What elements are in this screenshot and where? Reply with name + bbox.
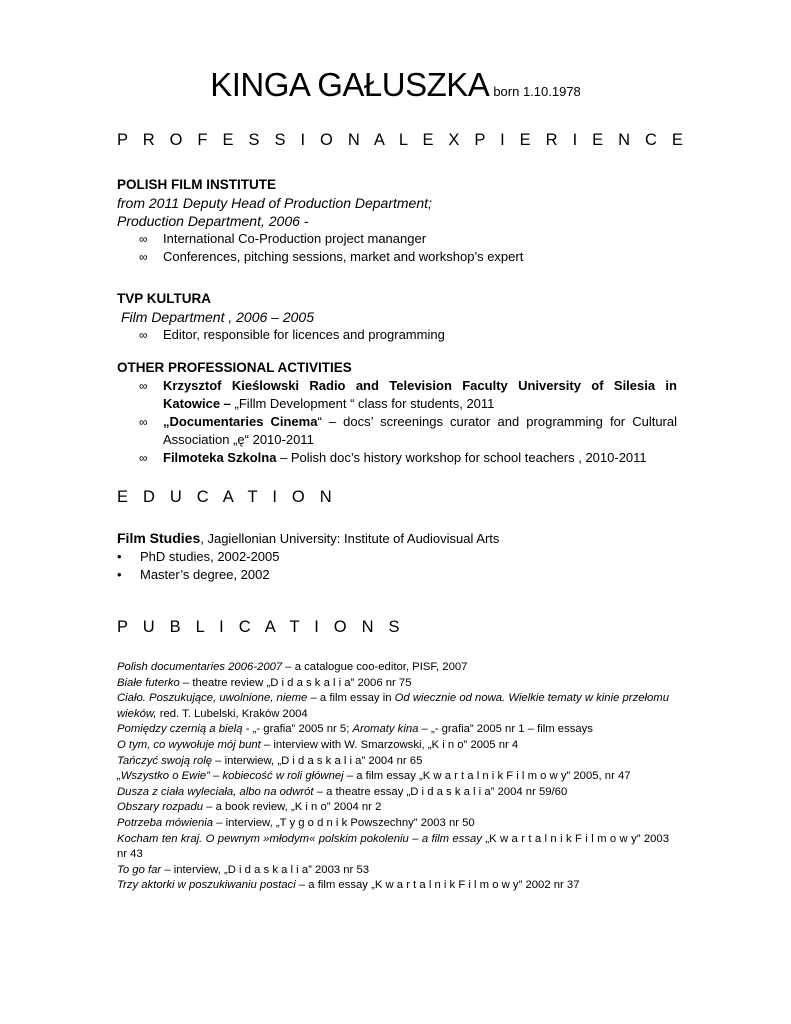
role-pfi-1: from 2011 Deputy Head of Production Department; [117, 195, 432, 211]
list-item: Pomiędzy czernią a bielą - „- grafia” 2005 nr 5; Aromaty kina – „- grafia” 2005 nr 1 – film essays [117, 723, 593, 736]
header [0, 66, 791, 104]
infinity-bullet-icon: ∞ [139, 250, 148, 264]
other-activities-list [117, 377, 677, 467]
list-item: Trzy aktorki w poszukiwaniu postaci – a film essay „K w a r t a l n i k F i l m o w y” 2002 nr 37 [117, 879, 580, 892]
experience-tvp [117, 290, 677, 344]
list-item: ∞ Editor, responsible for licences and programming [139, 327, 445, 342]
section-title-publications: P U B L I C A T I O N S [117, 618, 405, 636]
education-block [117, 529, 677, 584]
list-item: Białe futerko – theatre review „D i d a s k a l i a” 2006 nr 75 [117, 676, 412, 689]
list-item: Ciało. Poszukujące, uwolnione, nieme – a film essay in Od wiecznie od nowa. Wielkie tematy w kinie przełomu wieków, red. T. Lubelski, Kraków 2004 [117, 692, 669, 720]
list-item: ∞ „Documentaries Cinema“ – docs’ screenings curator and programming for Cultural Association „ę“ 2010-2011 [139, 414, 677, 447]
section-title-education: E D U C A T I O N [117, 488, 337, 506]
education-list [117, 548, 677, 584]
list-item: Tańczyć swoją rolę – interwiew, „D i d a s k a l i a” 2004 nr 65 [117, 754, 423, 767]
list-item: Polish documentaries 2006-2007 – a catalogue coo-editor, PISF, 2007 [117, 661, 468, 673]
list-item: ∞ Krzysztof Kieślowski Radio and Television Faculty University of Silesia in Katowice – „Fillm Development “ class for students, 2011 [139, 378, 677, 411]
education-heading [117, 529, 677, 548]
list-item: Kocham ten kraj. O pewnym »młodym« polskim pokoleniu – a film essay „K w a r t a l n i k F i l m o w y” 2003 nr 43 [117, 832, 669, 861]
bullet-icon: • [117, 567, 122, 582]
infinity-bullet-icon: ∞ [139, 415, 148, 429]
list-item: O tym, co wywołuje mój bunt – interview with W. Smarzowski, „K i n o” 2005 nr 4 [117, 738, 519, 751]
birth-date: born 1.10.1978 [493, 84, 581, 99]
list-item: ∞ Filmoteka Szkolna – Polish doc’s history workshop for school teachers , 2010-2011 [139, 450, 647, 465]
infinity-bullet-icon: ∞ [139, 232, 148, 246]
list-item: Dusza z ciała wyleciała, albo na odwrót – a theatre essay „D i d a s k a l i a” 2004 nr 59/60 [117, 785, 568, 798]
list-item: Potrzeba mówienia – interview, „T y g o d n i k Powszechny” 2003 nr 50 [117, 816, 475, 829]
tvp-duties-list [117, 326, 677, 344]
list-item: To go far – interview, „D i d a s k a l i a” 2003 nr 53 [117, 863, 370, 876]
infinity-bullet-icon: ∞ [139, 379, 148, 393]
list-item: Obszary rozpadu – a book review, „K i n o” 2004 nr 2 [117, 801, 382, 814]
experience-pfi [117, 176, 677, 266]
list-item: ∞ International Co-Production project mananger [139, 231, 427, 246]
publications-list [117, 660, 669, 894]
list-item: „Wszystko o Ewie” – kobiecość w roli głównej – a film essay „K w a r t a l n i k F i l m o w y” 2005, nr 47 [117, 770, 631, 783]
section-title-experience: P R O F E S S I O N A L E X P I E R I E N C E [117, 131, 689, 149]
bullet-icon: • [117, 549, 122, 564]
pfi-duties-list [117, 230, 677, 266]
role-tvp: Film Department , 2006 – 2005 [121, 309, 314, 325]
other-activities [117, 359, 677, 467]
infinity-bullet-icon: ∞ [139, 328, 148, 342]
list-item: • Master’s degree, 2002 [117, 567, 270, 582]
list-item: ∞ Conferences, pitching sessions, market and workshop’s expert [139, 249, 524, 264]
person-name: KINGA GAŁUSZKA [210, 66, 490, 103]
other-activities-title: OTHER PROFESSIONAL ACTIVITIES [117, 360, 352, 375]
employer-tvp: TVP KULTURA [117, 291, 211, 306]
education-institution: , Jagiellonian University: Institute of Audiovisual Arts [200, 531, 500, 546]
education-field: Film Studies [117, 530, 201, 546]
role-pfi-2: Production Department, 2006 - [117, 213, 309, 229]
list-item: • PhD studies, 2002-2005 [117, 549, 280, 564]
employer-pfi: POLISH FILM INSTITUTE [117, 177, 276, 192]
infinity-bullet-icon: ∞ [139, 451, 148, 465]
